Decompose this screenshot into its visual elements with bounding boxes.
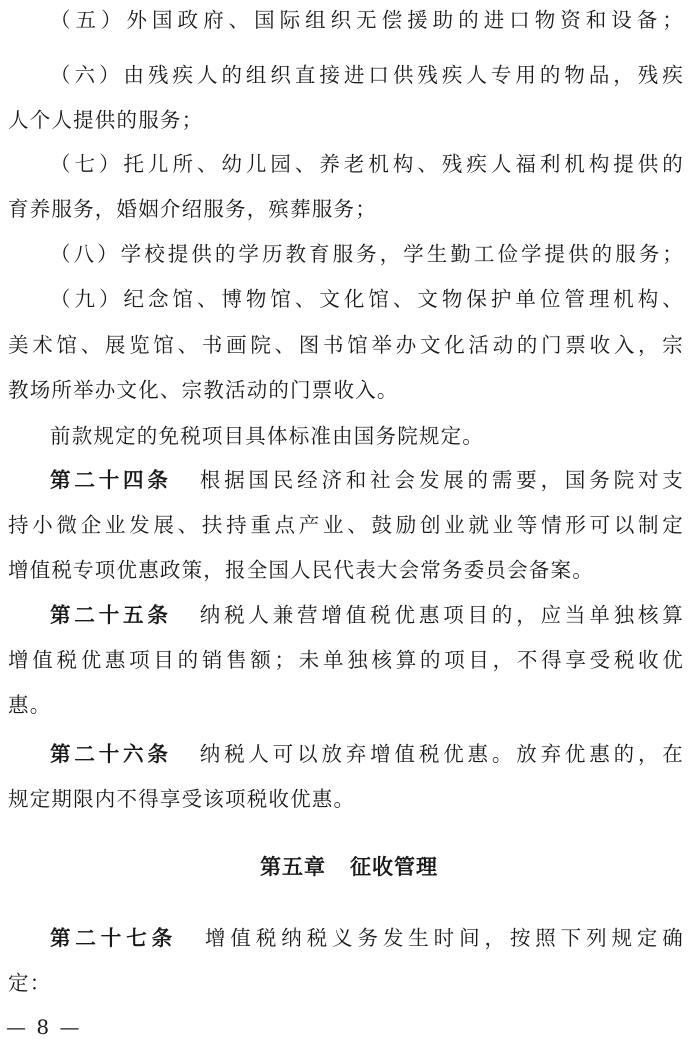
item-6-line-1: （六）由残疾人的组织直接进口供残疾人专用的物品，残疾: [50, 63, 684, 87]
item-9-line-3: 教场所举办文化、宗教活动的门票收入。: [8, 378, 399, 402]
article-24-line-2: 持小微企业发展、扶持重点产业、鼓励创业就业等情形可以制定: [8, 513, 684, 537]
article-25-line-2: 增值税优惠项目的销售额；未单独核算的项目，不得享受税收优: [8, 648, 684, 672]
article-27-line-1: [50, 924, 684, 952]
article-24-line-3: 增值税专项优惠政策，报全国人民代表大会常务委员会备案。: [8, 558, 594, 582]
item-5: （五）外国政府、国际组织无偿援助的进口物资和设备；: [50, 8, 684, 32]
chapter-number: 第五章: [260, 855, 326, 879]
article-24-text-1: 根据国民经济和社会发展的需要，国务院对支: [199, 468, 685, 492]
article-27-title: 第二十七条: [50, 926, 178, 950]
article-27-line-2: 定：: [8, 971, 52, 995]
article-24-title: 第二十四条: [50, 468, 172, 492]
item-7-line-1: （七）托儿所、幼儿园、养老机构、残疾人福利机构提供的: [50, 152, 684, 176]
item-9-line-1: （九）纪念馆、博物馆、文化馆、文物保护单位管理机构、: [50, 287, 684, 311]
article-25-line-3: 惠。: [8, 693, 52, 717]
article-25-title: 第二十五条: [50, 603, 172, 627]
article-24-line-1: [50, 466, 684, 494]
article-27-text-1: 增值税纳税义务发生时间，按照下列规定确: [205, 926, 684, 950]
chapter-heading: [0, 853, 698, 881]
article-26-line-2: 规定期限内不得享受该项税收优惠。: [8, 787, 356, 811]
article-25-text-1: 纳税人兼营增值税优惠项目的，应当单独核算: [199, 603, 685, 627]
article-26-title: 第二十六条: [50, 742, 172, 766]
item-7-line-2: 育养服务，婚姻介绍服务，殡葬服务；: [8, 197, 377, 221]
page-number: — 8 —: [6, 1015, 82, 1039]
chapter-title: 征收管理: [350, 855, 438, 879]
article-25-line-1: [50, 601, 684, 629]
item-6-line-2: 人个人提供的服务；: [8, 108, 204, 132]
article-26-text-1: 纳税人可以放弃增值税优惠。放弃优惠的，在: [199, 742, 685, 766]
article-26-line-1: [50, 740, 684, 768]
item-8: （八）学校提供的学历教育服务，学生勤工俭学提供的服务；: [50, 242, 684, 266]
closing-paragraph: 前款规定的免税项目具体标准由国务院规定。: [50, 424, 484, 448]
item-9-line-2: 美术馆、展览馆、书画院、图书馆举办文化活动的门票收入，宗: [8, 333, 684, 357]
